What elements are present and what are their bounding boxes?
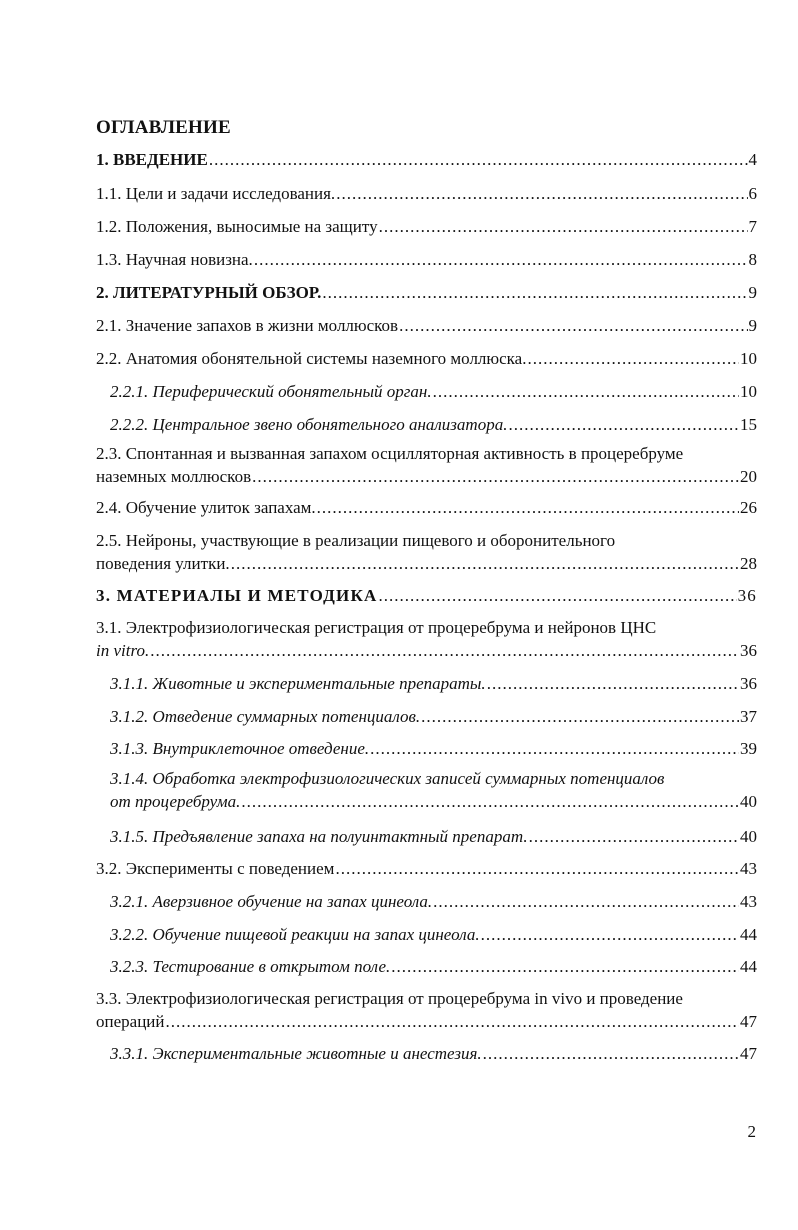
toc-page-number: 26	[740, 498, 757, 517]
leader-dots	[150, 637, 739, 664]
leader-dots	[335, 855, 739, 882]
leader-dots	[241, 788, 739, 815]
toc-page-number: 28	[740, 554, 757, 573]
leader-dots	[370, 735, 739, 762]
leader-dots	[433, 888, 739, 915]
toc-heading: ОГЛАВЛЕНИЕ	[96, 117, 231, 138]
toc-page-number: 37	[740, 707, 757, 726]
toc-page-number: 40	[740, 827, 757, 846]
leader-dots	[336, 180, 747, 207]
toc-entry-label: 3.1.2. Отведение суммарных потенциалов.	[110, 707, 421, 726]
toc-page-number: 8	[748, 250, 757, 269]
toc-entry-1-1[interactable]	[96, 180, 757, 207]
toc-entry-2-4[interactable]	[96, 494, 757, 521]
toc-entry-label: 2.5. Нейроны, участвующие в реализации пищевого и оборонительного	[96, 531, 616, 550]
toc-entry-2-2-2[interactable]	[110, 411, 757, 438]
leader-dots	[231, 550, 739, 577]
toc-entry-label: 1. ВВЕДЕНИЕ	[96, 150, 208, 169]
toc-entry-1[interactable]	[96, 146, 757, 173]
toc-page-number: 15	[740, 415, 757, 434]
toc-entry-3[interactable]	[96, 582, 757, 609]
leader-dots	[378, 582, 736, 609]
toc-page-number: 40	[740, 792, 757, 811]
toc-entry-label: 3.3. Электрофизиологическая регистрация от процеребрума in vivo и проведение	[96, 989, 683, 1008]
toc-entry-label: 3.2.2. Обучение пищевой реакции на запах цинеола.	[110, 925, 480, 944]
toc-entry-label: 1.1. Цели и задачи исследования.	[96, 184, 336, 203]
toc-entry-2[interactable]	[96, 279, 757, 306]
toc-entry-label-cont: от процеребрума.	[110, 792, 241, 811]
toc-entry-label: 2.2.2. Центральное звено обонятельного анализатора.	[110, 415, 508, 434]
toc-entry-label: 3.2.1. Аверзивное обучение на запах цинеола.	[110, 892, 433, 911]
toc-entry-label: 1.2. Положения, выносимые на защиту	[96, 217, 378, 236]
toc-entry-label: 2.4. Обучение улиток запахам.	[96, 498, 316, 517]
toc-entry-label: 2.1. Значение запахов в жизни моллюсков	[96, 316, 399, 335]
toc-entry-3-2-2[interactable]	[110, 921, 757, 948]
toc-entry-3-1-3[interactable]	[110, 735, 757, 762]
toc-entry-label: 2.3. Спонтанная и вызванная запахом осцилляторная активность в процеребруме	[96, 444, 684, 463]
toc-page-number: 36	[740, 641, 757, 660]
toc-page-number: 47	[740, 1012, 757, 1031]
toc-page-number: 9	[748, 283, 757, 302]
leader-dots	[317, 494, 739, 521]
toc-entry-label-cont: in vitro.	[96, 641, 150, 660]
toc-entry-label: 2. ЛИТЕРАТУРНЫЙ ОБЗОР.	[96, 283, 322, 302]
toc-entry-label: 1.3. Научная новизна.	[96, 250, 253, 269]
toc-entry-label-cont: операций	[96, 1012, 165, 1031]
toc-entry-2-5[interactable]	[96, 527, 757, 577]
toc-page-number: 7	[748, 217, 757, 236]
leader-dots	[421, 703, 739, 730]
toc-page-number: 10	[740, 382, 757, 401]
toc-page-number: 36	[740, 674, 757, 693]
leader-dots	[483, 1040, 739, 1067]
toc-page-number: 10	[740, 349, 757, 368]
leader-dots	[433, 378, 739, 405]
leader-dots	[481, 921, 739, 948]
toc-entry-label: 2.2.1. Периферический обонятельный орган.	[110, 382, 432, 401]
toc-entry-3-3[interactable]	[96, 985, 757, 1035]
toc-page-number: 39	[740, 739, 757, 758]
toc-page-number: 6	[748, 184, 757, 203]
toc-entry-2-1[interactable]	[96, 312, 757, 339]
toc-entry-3-2-3[interactable]	[110, 953, 757, 980]
toc-entry-label: 3.2. Эксперименты с поведением	[96, 859, 335, 878]
leader-dots	[322, 279, 747, 306]
toc-page-number: 43	[740, 859, 757, 878]
leader-dots	[165, 1008, 739, 1035]
toc-page-number: 9	[748, 316, 757, 335]
toc-entry-1-3[interactable]	[96, 246, 757, 273]
toc-entry-label: 3.1.5. Предъявление запаха на полуинтактный препарат.	[110, 827, 528, 846]
toc-entry-label: 3.1.4. Обработка электрофизиологических записей суммарных потенциалов	[110, 769, 665, 788]
toc-entry-3-3-1[interactable]	[110, 1040, 757, 1067]
toc-entry-label: 3.3.1. Экспериментальные животные и анестезия.	[110, 1044, 482, 1063]
toc-entry-label: 3. МАТЕРИАЛЫ И МЕТОДИКА	[96, 586, 378, 605]
toc-entry-3-1-5[interactable]	[110, 823, 757, 850]
toc-entry-label: 3.1. Электрофизиологическая регистрация от процеребрума и нейронов ЦНС	[96, 618, 657, 637]
toc-entry-label: 3.1.3. Внутриклеточное отведение.	[110, 739, 370, 758]
toc-entry-3-1[interactable]	[96, 614, 757, 664]
toc-entry-label-cont: наземных моллюсков	[96, 467, 252, 486]
leader-dots	[252, 463, 739, 490]
page-number: 2	[747, 1122, 756, 1141]
toc-entry-label: 3.2.3. Тестирование в открытом поле.	[110, 957, 391, 976]
toc-page-number: 44	[740, 957, 757, 976]
toc-entry-3-1-4[interactable]	[110, 765, 757, 815]
toc-entry-3-2[interactable]	[96, 855, 757, 882]
leader-dots	[254, 246, 748, 273]
toc-entry-2-3[interactable]	[96, 440, 757, 490]
toc-entry-3-1-1[interactable]	[110, 670, 757, 697]
toc-page-number: 4	[748, 150, 757, 169]
leader-dots	[209, 146, 748, 173]
leader-dots	[529, 823, 739, 850]
toc-page-number: 20	[740, 467, 757, 486]
toc-page-number: 36	[737, 586, 757, 605]
leader-dots	[379, 213, 748, 240]
leader-dots	[391, 953, 739, 980]
leader-dots	[487, 670, 739, 697]
toc-entry-1-2[interactable]	[96, 213, 757, 240]
toc-entry-2-2[interactable]	[96, 345, 757, 372]
toc-entry-label-cont: поведения улитки.	[96, 554, 230, 573]
leader-dots	[399, 312, 747, 339]
toc-entry-label: 3.1.1. Животные и экспериментальные препараты.	[110, 674, 486, 693]
leader-dots	[508, 411, 739, 438]
toc-page-number: 44	[740, 925, 757, 944]
toc-entry-label: 2.2. Анатомия обонятельной системы наземного моллюска.	[96, 349, 527, 368]
toc-page-number: 47	[740, 1044, 757, 1063]
toc-entry-3-1-2[interactable]	[110, 703, 757, 730]
toc-page-number: 43	[740, 892, 757, 911]
leader-dots	[527, 345, 739, 372]
toc-entry-2-2-1[interactable]	[110, 378, 757, 405]
toc-entry-3-2-1[interactable]	[110, 888, 757, 915]
